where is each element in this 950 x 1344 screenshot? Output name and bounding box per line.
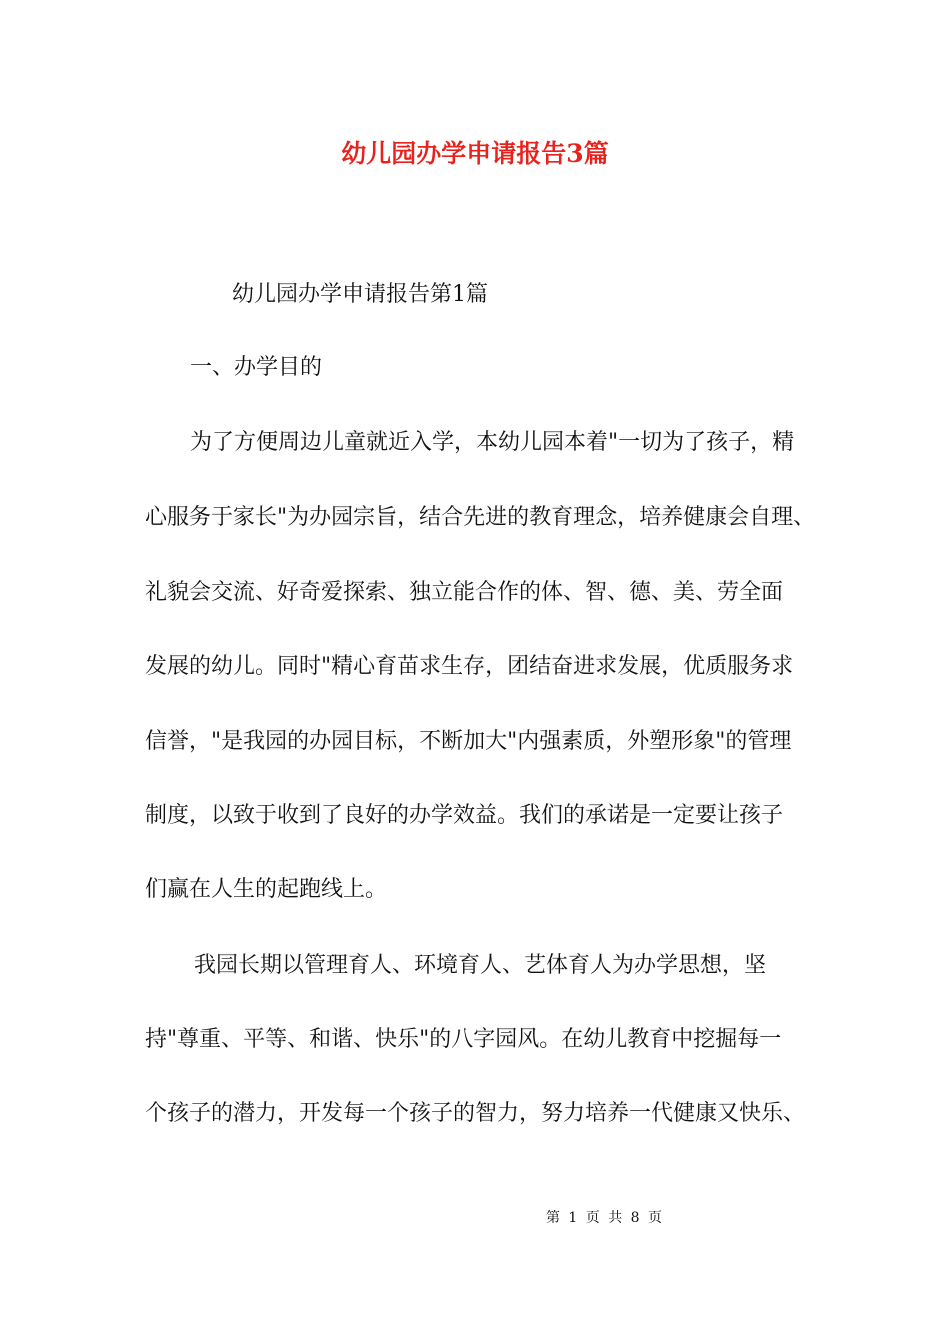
paragraph-line: 礼貌会交流、好奇爱探索、独立能合作的体、智、德、美、劳全面 — [145, 580, 784, 605]
paragraph-line: 心服务于家长"为办园宗旨，结合先进的教育理念，培养健康会自理、 — [145, 505, 816, 530]
paragraph-line: 们赢在人生的起跑线上。 — [145, 877, 388, 902]
paragraph-line: 持"尊重、平等、和谐、快乐"的八字园风。在幼儿教育中挖掘每一 — [145, 1027, 782, 1052]
report-subtitle: 幼儿园办学申请报告第1篇 — [232, 282, 488, 307]
paragraph-line: 个孩子的潜力，开发每一个孩子的智力，努力培养一代健康又快乐、 — [145, 1101, 806, 1126]
paragraph-line: 我园长期以管理育人、环境育人、艺体育人为办学思想，坚 — [194, 953, 767, 978]
paragraph-line: 为了方便周边儿童就近入学，本幼儿园本着"一切为了孩子，精 — [190, 430, 795, 455]
section-heading: 一、办学目的 — [190, 355, 323, 380]
paragraph-line: 制度，以致于收到了良好的办学效益。我们的承诺是一定要让孩子 — [145, 803, 784, 828]
paragraph-line: 发展的幼儿。同时"精心育苗求生存，团结奋进求发展，优质服务求 — [145, 654, 794, 679]
document-title: 幼儿园办学申请报告3篇 — [341, 139, 609, 168]
paragraph-line: 信誉，"是我园的办园目标，不断加大"内强素质，外塑形象"的管理 — [145, 729, 792, 754]
page-footer: 第 1 页 共 8 页 — [545, 1210, 665, 1226]
